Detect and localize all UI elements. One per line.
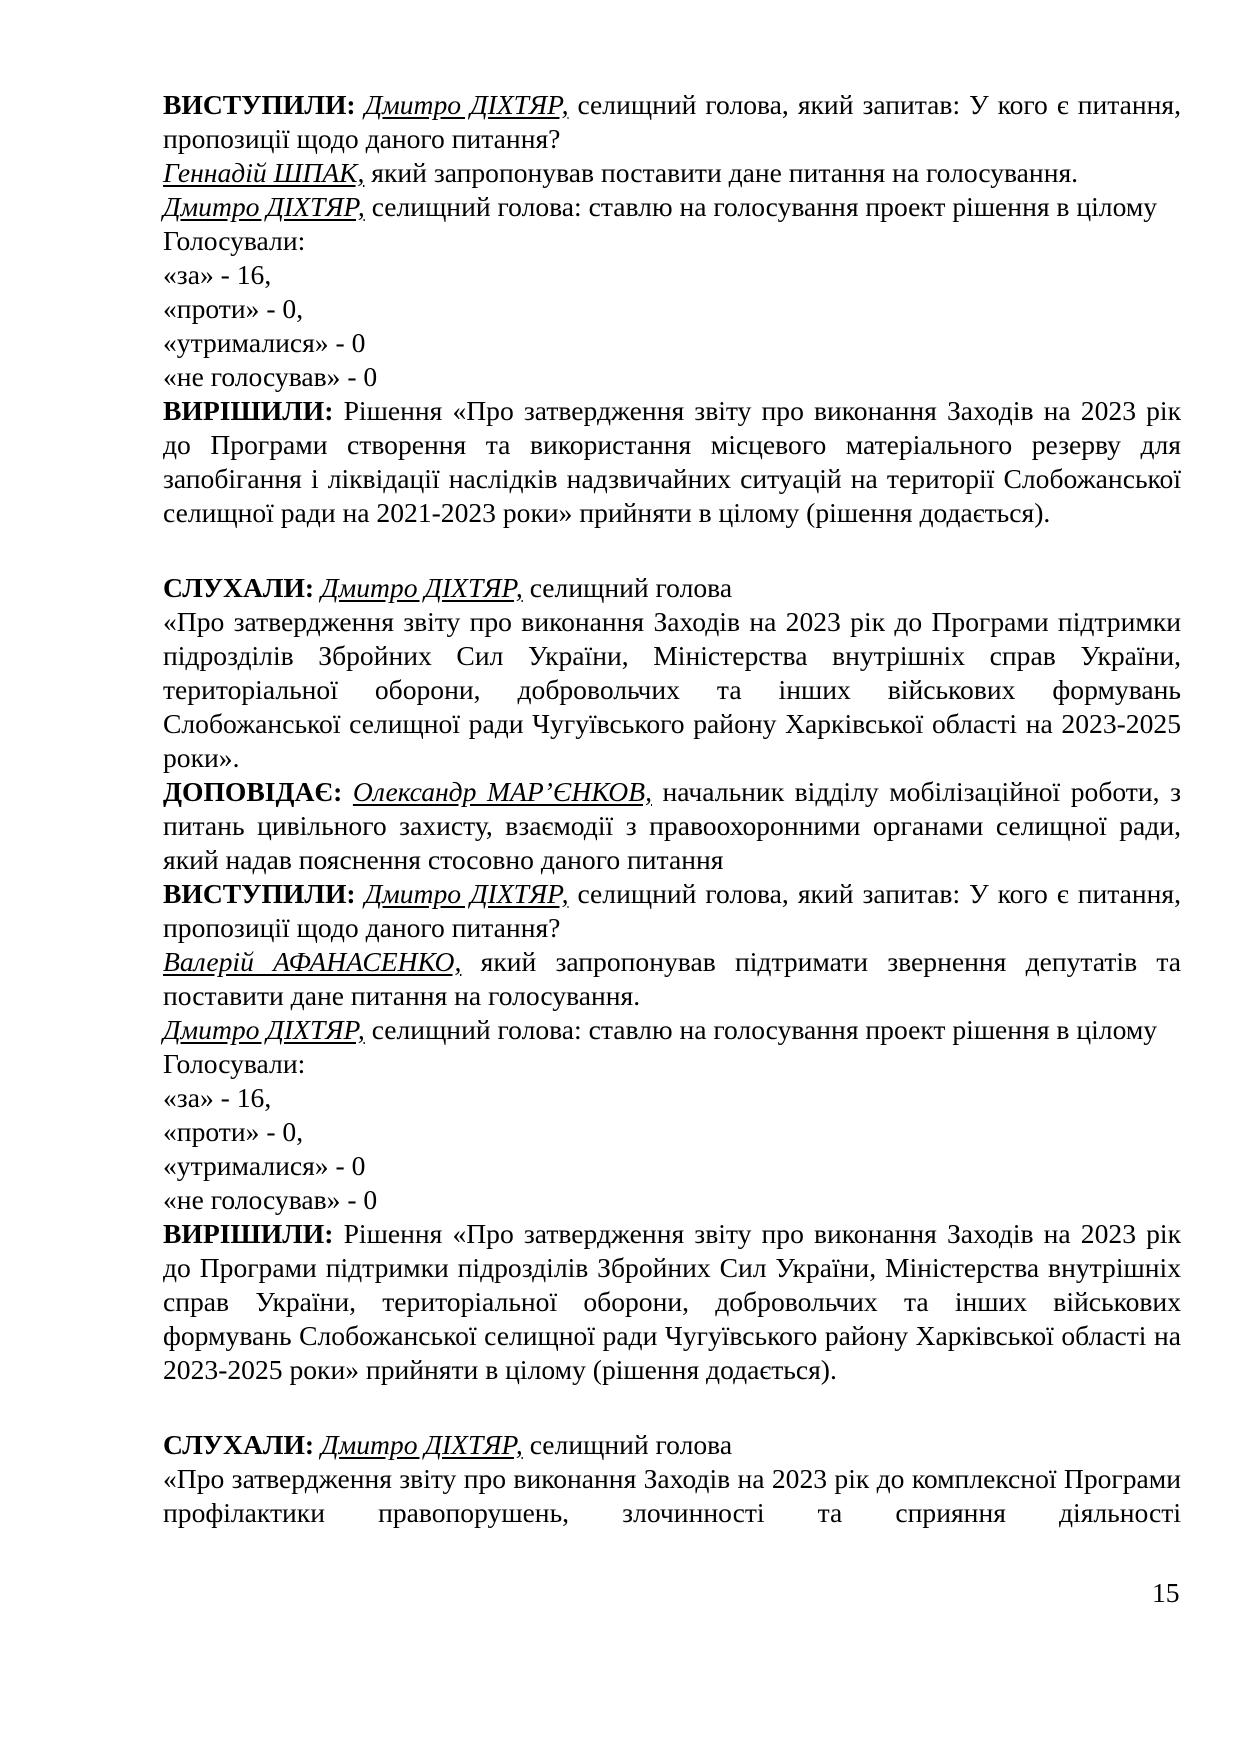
speaker-name: Дмитро ДІХТЯР, xyxy=(321,1429,523,1460)
text-run: «не голосував» - 0 xyxy=(163,361,378,392)
vote-line xyxy=(163,1047,1181,1081)
speaker-name: Дмитро ДІХТЯР, xyxy=(364,878,569,909)
section-keyword: СЛУХАЛИ: xyxy=(163,572,315,603)
paragraph xyxy=(163,1428,1181,1462)
paragraph xyxy=(163,88,1181,156)
paragraph xyxy=(163,394,1181,530)
text-run: «за» - 16, xyxy=(163,1082,272,1113)
page-number: 15 xyxy=(1152,1577,1180,1608)
speaker-name: Дмитро ДІХТЯР, xyxy=(163,1014,365,1045)
paragraph xyxy=(163,190,1181,224)
text-run: селищний голова, який запитав: У кого є питання, пропозиції щодо даного питання? xyxy=(163,89,1181,154)
vote-line xyxy=(163,1081,1181,1115)
paragraph xyxy=(163,1217,1181,1387)
paragraph-gap xyxy=(163,530,1181,571)
text-run: селищний голова: ставлю на голосування проект рішення в цілому xyxy=(364,191,1158,222)
text-run: селищний голова xyxy=(522,1429,733,1460)
speaker-name: Дмитро ДІХТЯР, xyxy=(163,191,365,222)
text-run: який запропонував поставити дане питання на голосування. xyxy=(364,157,1079,188)
text-run: Рішення «Про затвердження звіту про виконання Заходів на 2023 рік до Програми підтримки підрозділів Збройних Сил України, Міністерства внутрішніх справ України, територіальної оборони, добровольчих та інших військових формувань Слобожанської селищної ради Чугуївського району Харківської області на 2023-2025 роки» прийняти в цілому (рішення додається). xyxy=(163,1218,1181,1385)
paragraph xyxy=(163,1013,1181,1047)
section-keyword: ВИСТУПИЛИ: xyxy=(163,878,356,909)
vote-line xyxy=(163,1149,1181,1183)
vote-line xyxy=(163,1183,1181,1217)
paragraph xyxy=(163,605,1181,775)
section-keyword: СЛУХАЛИ: xyxy=(163,1429,315,1460)
text-run: начальник відділу мобілізаційної роботи, з питань цивільного захисту, взаємодії з правоохоронними органами селищної ради, який надав пояснення стосовно даного питання xyxy=(163,776,1181,875)
paragraph xyxy=(163,775,1181,877)
text-run xyxy=(356,89,365,120)
text-run: Голосували: xyxy=(163,1048,306,1079)
text-run: «за» - 16, xyxy=(163,259,272,290)
text-run: селищний голова: ставлю на голосування проект рішення в цілому xyxy=(364,1014,1158,1045)
paragraph xyxy=(163,571,1181,605)
vote-line xyxy=(163,292,1181,326)
text-run: «утрималися» - 0 xyxy=(163,327,366,358)
text-run: «Про затвердження звіту про виконання Заходів на 2023 рік до комплексної Програми профілактики правопорушень, злочинності та сприяння діяльності xyxy=(163,1463,1181,1528)
paragraph xyxy=(163,1462,1181,1530)
text-run: Голосували: xyxy=(163,225,306,256)
vote-line xyxy=(163,258,1181,292)
text-run xyxy=(314,1429,321,1460)
text-run: «проти» - 0, xyxy=(163,1116,304,1147)
text-run: селищний голова, який запитав: У кого є питання, пропозиції щодо даного питання? xyxy=(163,878,1181,943)
speaker-name: Дмитро ДІХТЯР, xyxy=(364,89,569,120)
section-keyword: ВИРІШИЛИ: xyxy=(163,1218,334,1249)
text-run: «не голосував» - 0 xyxy=(163,1184,378,1215)
text-run xyxy=(342,776,353,807)
text-run: який запропонував підтримати звернення депутатів та поставити дане питання на голосування. xyxy=(163,946,1181,1011)
vote-line xyxy=(163,326,1181,360)
paragraph-gap xyxy=(163,1387,1181,1428)
section-keyword: ВИСТУПИЛИ: xyxy=(163,89,356,120)
section-keyword: ДОПОВІДАЄ: xyxy=(163,776,343,807)
paragraph xyxy=(163,156,1181,190)
paragraph xyxy=(163,945,1181,1013)
text-run: «утрималися» - 0 xyxy=(163,1150,366,1181)
vote-line xyxy=(163,224,1181,258)
speaker-name: Олександр МАР’ЄНКОВ, xyxy=(352,776,652,807)
document-body xyxy=(163,88,1181,1530)
section-keyword: ВИРІШИЛИ: xyxy=(163,395,334,426)
text-run xyxy=(314,572,321,603)
text-run: селищний голова xyxy=(522,572,733,603)
vote-line xyxy=(163,1115,1181,1149)
vote-line xyxy=(163,360,1181,394)
speaker-name: Дмитро ДІХТЯР, xyxy=(321,572,523,603)
text-run: «проти» - 0, xyxy=(163,293,304,324)
text-run: Рішення «Про затвердження звіту про виконання Заходів на 2023 рік до Програми створення та використання місцевого матеріального резерву для запобігання і ліквідації наслідків надзвичайних ситуацій на території Слобожанської селищної ради на 2021-2023 роки» прийняти в цілому (рішення додається). xyxy=(163,395,1181,528)
speaker-name: Валерій АФАНАСЕНКО, xyxy=(163,946,462,977)
speaker-name: Геннадій ШПАК, xyxy=(163,157,365,188)
text-run xyxy=(356,878,365,909)
text-run: «Про затвердження звіту про виконання Заходів на 2023 рік до Програми підтримки підрозділів Збройних Сил України, Міністерства внутрішніх справ України, територіальної оборони, добровольчих та інших військових формувань Слобожанської селищної ради Чугуївського району Харківської області на 2023-2025 роки». xyxy=(163,606,1181,773)
paragraph xyxy=(163,877,1181,945)
